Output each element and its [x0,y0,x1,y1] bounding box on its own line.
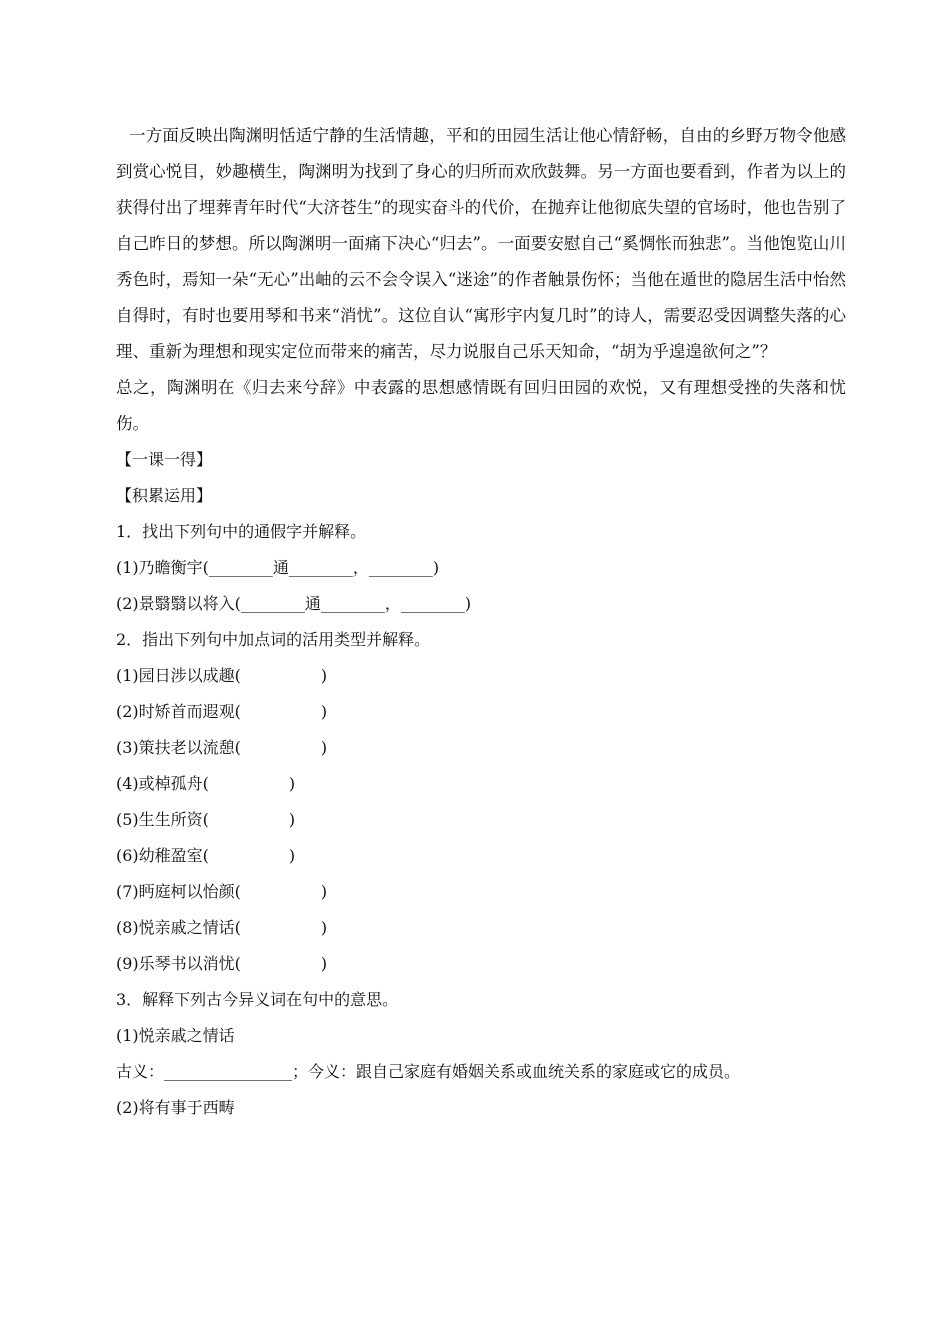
section-heading: 【一课一得】 [116,450,213,469]
document-page [116,118,846,1126]
section-heading: 【积累运用】 [116,486,213,505]
question-item: (1)乃瞻衡宇(________通________，________) [116,558,440,577]
question-item: (5)生生所资( ) [116,810,296,829]
question-heading: 3．解释下列古今异义词在句中的意思。 [116,990,399,1009]
question-item: (2)时矫首而遐观( ) [116,702,328,721]
question-item: (1)悦亲戚之情话 [116,1026,235,1045]
question-item: (2)将有事于西畴 [116,1098,235,1117]
question-item: (1)园日涉以成趣( ) [116,666,328,685]
question-item: (8)悦亲戚之情话( ) [116,918,328,937]
summary-paragraph: 总之，陶渊明在《归去来兮辞》中表露的思想感情既有回归田园的欢悦，又有理想受挫的失落和忧伤。 [116,378,846,433]
question-item: (9)乐琴书以消忧( ) [116,954,328,973]
question-item: (6)幼稚盈室( ) [116,846,296,865]
body-paragraph: 一方面反映出陶渊明恬适宁静的生活情趣，平和的田园生活让他心情舒畅，自由的乡野万物令他感到赏心悦目，妙趣横生，陶渊明为找到了身心的归所而欢欣鼓舞。另一方面也要看到，作者为以上的获得付出了埋葬青年时代“大济苍生”的现实奋斗的代价，在抛弃让他彻底失望的官场时，他也告别了自己昨日的梦想。所以陶渊明一面痛下决心“归去”。一面要安慰自己“奚惆怅而独悲”。当他饱览山川秀色时，焉知一朵“无心”出岫的云不会令误入“迷途”的作者触景伤怀；当他在遁世的隐居生活中怡然自得时，有时也要用琴和书来“消忧”。这位自认“寓形宇内复几时”的诗人，需要忍受因调整失落的心理、重新为理想和现实定位而带来的痛苦，尽力说服自己乐天知命，“胡为乎遑遑欲何之”？ [116,126,846,361]
question-item: (2)景翳翳以将入(________通________，________) [116,594,472,613]
question-item: (3)策扶老以流憩( ) [116,738,328,757]
question-item: (4)或棹孤舟( ) [116,774,296,793]
question-heading: 2．指出下列句中加点词的活用类型并解释。 [116,630,431,649]
answer-line: 古义：________________；今义：跟自己家庭有婚姻关系或血统关系的家庭或它的成员。 [116,1062,741,1081]
question-item: (7)眄庭柯以怡颜( ) [116,882,328,901]
question-heading: 1．找出下列句中的通假字并解释。 [116,522,367,541]
